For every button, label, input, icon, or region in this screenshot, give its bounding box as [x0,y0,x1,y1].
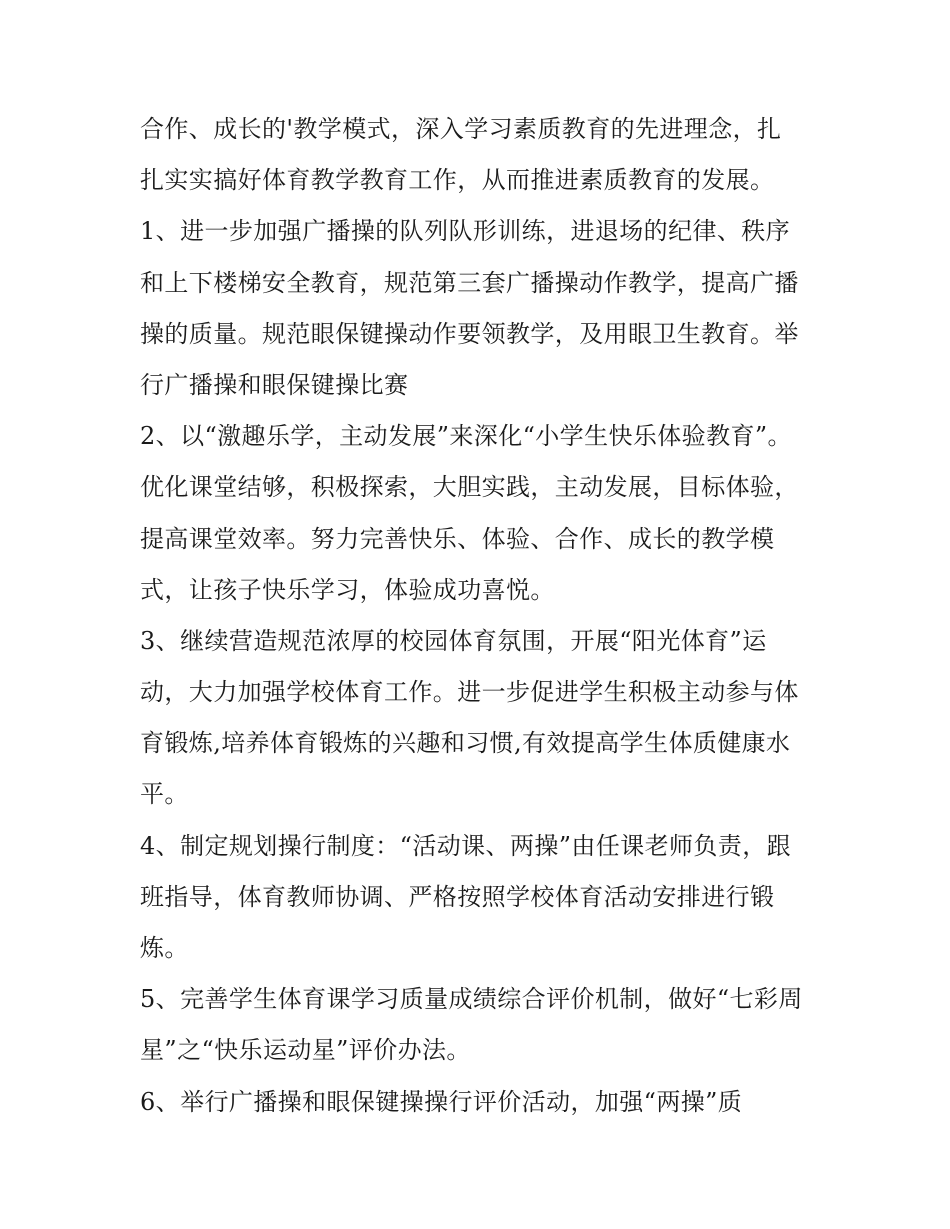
text-line: 4、制定规划操行制度：“活动课、两操”由任课老师负责，跟 [140,831,792,860]
text-line: 炼。 [140,934,189,962]
text-line: 式，让孩子快乐学习，体验成功喜悦。 [140,575,555,604]
text-line: 扎实实搞好体育教学教育工作，从而推进素质教育的发展。 [140,166,775,195]
text-line: 5、完善学生体育课学习质量成绩综合评价机制，做好“七彩周 [140,985,803,1014]
text-line: 和上下楼梯安全教育，规范第三套广播操动作教学，提高广播 [140,268,799,297]
text-line: 3、继续营造规范浓厚的校园体育氛围，开展“阳光体育”运 [140,626,767,655]
text-line: 操的质量。规范眼保键操动作要领教学，及用眼卫生教育。举 [140,319,799,348]
text-line: 星”之“快乐运动星”评价办法。 [140,1036,471,1065]
text-line: 合作、成长的'教学模式，深入学习素质教育的先进理念，扎 [140,115,782,143]
text-line: 提高课堂效率。努力完善快乐、体验、合作、成长的教学模 [140,524,775,553]
text-line: 6、举行广播操和眼保键操操行评价活动，加强“两操”质 [140,1087,743,1116]
document-body [140,104,820,1128]
text-line: 动，大力加强学校体育工作。进一步促进学生积极主动参与体 [140,678,799,707]
text-line: 优化课堂结够，积极探索，大胆实践，主动发展，目标体验， [140,473,799,502]
text-line: 平。 [140,780,189,809]
text-line: 育锻炼,培养体育锻炼的兴趣和习惯,有效提高学生体质健康水 [140,729,791,758]
text-line: 2、以“激趣乐学，主动发展”来深化“小学生快乐体验教育”。 [140,422,792,451]
text-line: 班指导，体育教师协调、严格按照学校体育活动安排进行锻 [140,882,775,911]
text-line: 1、进一步加强广播操的队列队形训练，进退场的纪律、秩序 [140,217,791,246]
text-line: 行广播操和眼保键操比赛 [140,370,409,399]
